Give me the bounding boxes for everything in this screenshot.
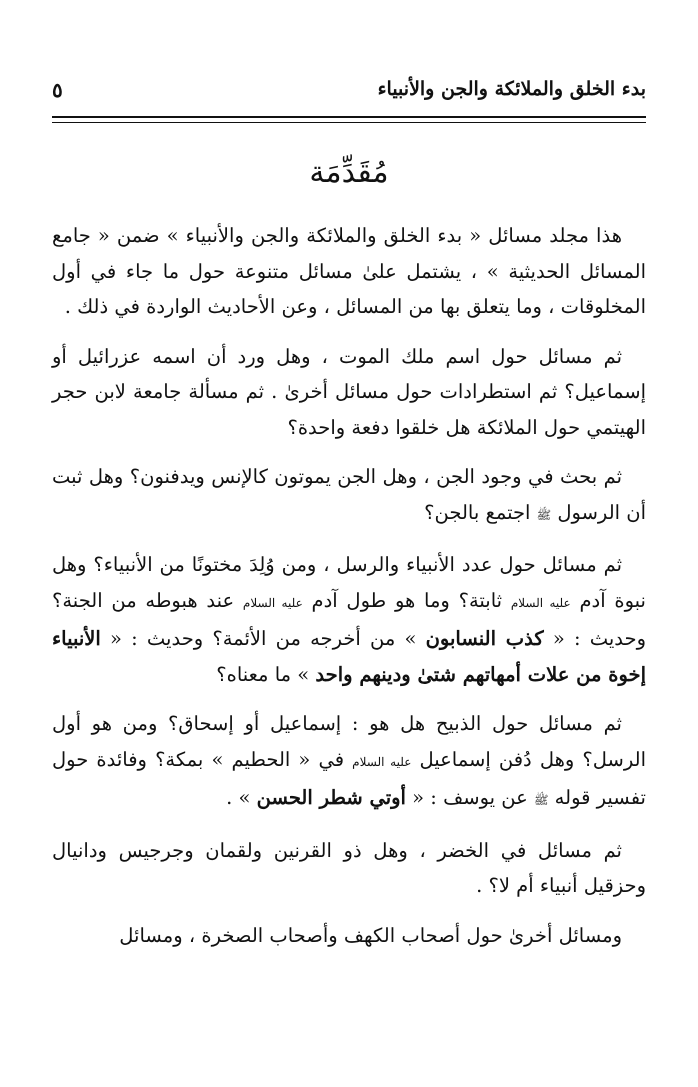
honorific: عليه السلام (352, 754, 412, 769)
text-run: » من أخرجه من الأئمة؟ وحديث : « (100, 627, 426, 650)
text-run: عن يوسف : « (405, 786, 534, 809)
header-rule-thin (52, 122, 646, 123)
page-number: ٥ (52, 78, 63, 102)
text-run: اجتمع بالجن؟ (424, 500, 537, 524)
text-run: ثم بحث في وجود الجن ، وهل الجن يموتون كالإنس ويدفنون؟ وهل ثبت أن الرسول (52, 465, 646, 524)
text-run: ثم مسائل حول اسم ملك الموت ، وهل ورد أن اسمه عزرائيل أو إسماعيل؟ ثم استطرادات حول مسائل أخرىٰ . ثم مسألة جامعة لابن حجر الهيتمي حول الملائكة هل خلقوا دفعة واحدة؟ (52, 344, 646, 439)
quoted-hadith: كذب النسابون (425, 627, 544, 650)
paragraph (52, 706, 646, 819)
text-run: » . (226, 786, 257, 809)
text-run: في « الحطيم » بمكة؟ وفائدة حول تفسير قوله (52, 747, 646, 809)
paragraph (52, 459, 646, 533)
text-run: ثم مسائل حول الذبيح هل هو : إسماعيل أو إسحاق؟ ومن هو أول الرسل؟ وهل دُفن إسماعيل (52, 712, 646, 771)
text-run: ثم مسائل في الخضر ، وهل ذو القرنين ولقمان وجرجيس ودانيال وحزقيل أنبياء أم لا؟ . (52, 838, 646, 897)
text-run: عند هبوطه من الجنة؟ وحديث : « (52, 588, 646, 650)
running-header (52, 78, 646, 108)
section-heading: مُقَدِّمَة (309, 155, 389, 190)
quoted-hadith: الأنبياء إخوة من علات أمهاتهم شتىٰ ودينهم واحد (52, 627, 646, 686)
paragraph (52, 833, 646, 904)
honorific: ﷺ (533, 793, 549, 807)
body-text (52, 218, 646, 967)
paragraph (52, 218, 646, 325)
text-run: هذا مجلد مسائل « بدء الخلق والملائكة والجن والأنبياء » ضمن « جامع المسائل الحديثية » ، يشتمل علىٰ مسائل متنوعة حول ما جاء في أول المخلوقات ، وما يتعلق بها من المسائل ، وعن الأحاديث الواردة في ذلك . (52, 224, 646, 318)
header-title: بدء الخلق والملائكة والجن والأنبياء (377, 78, 646, 100)
text-run: ثم مسائل حول عدد الأنبياء والرسل ، ومن وُلِدَ مختونًا من الأنبياء؟ وهل نبوة آدم (52, 553, 646, 612)
header-rule-thick (52, 116, 646, 118)
paragraph (52, 339, 646, 446)
paragraph (52, 547, 646, 692)
text-run: » ما معناه؟ (216, 662, 316, 686)
paragraph (52, 918, 646, 954)
honorific: عليه السلام (510, 595, 571, 610)
text-run: ومسائل أخرىٰ حول أصحاب الكهف وأصحاب الصخرة ، ومسائل (119, 923, 622, 947)
quoted-hadith: أوتي شطر الحسن (256, 786, 406, 809)
honorific: ﷺ (536, 507, 552, 522)
text-run: ثابتة؟ وما هو طول آدم (302, 588, 511, 612)
honorific: عليه السلام (242, 595, 303, 610)
